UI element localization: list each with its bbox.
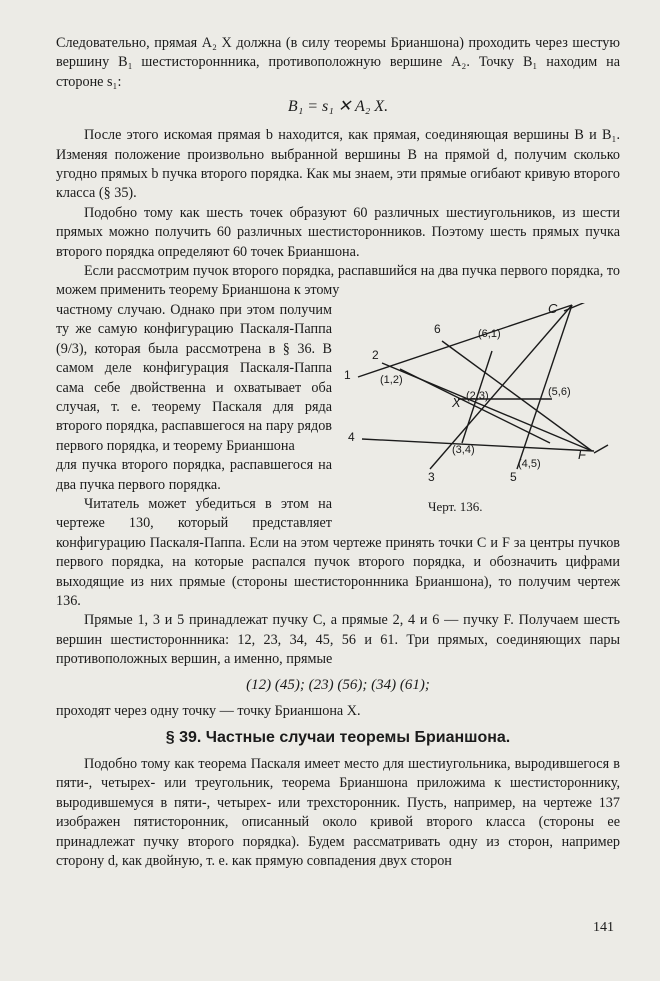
paragraph-4-head: Если рассмотрим пучок второго порядка, распавшийся на два пучка первого порядка, то можем применить теорему Брианшона к этому [56, 263, 620, 299]
formula-b1: B₁ = s₁ ✕ A₂ X. [287, 98, 389, 116]
figure-136 [342, 303, 620, 523]
page-number: 141 [593, 920, 614, 935]
diagonal-12-45 [400, 369, 550, 443]
paragraph-2: После этого искомая прямая b находится, как прямая, соединяющая вершины B и B₁. Изменяя положение произвольно выбранной вершины B на прямой d, получим сколько угодно прямых b пучка второго порядка. Как мы знаем, эти прямые огибают кривую второго класса (§ 35). [56, 127, 620, 202]
paragraph-5: Читатель может убедиться в этом на чертеже 130, который представляет конфигурацию Паскаля-Паппа. Если на этом чертеже принять точки C и F за центры пучков первого порядка, на которые распался пучок второго порядка, и обозначить цифрами выходящие из них прямые (стороны шестистороннника Брианшона), то получим чертеж 136. [56, 495, 620, 609]
label-3: 3 [428, 469, 435, 484]
paragraph-4-tail: для пучка второго порядка, распавшегося на два пучка первого порядка. [56, 457, 332, 493]
paragraph-4-wrapped: частному случаю. Однако при этом получим ту же самую конфигурацию Паскаля-Паппа (9/3), которая была рассмотрена в § 36. В самом деле конфигурация Паскаля-Паппа сама себе двойственна и охватывает оба случая, т. е. теорему Паскаля для ряда второго порядка, распавшегося на пару рядов первого порядка, и теорему Брианшона [56, 301, 332, 454]
label-2: 2 [372, 347, 379, 362]
label-c: C [548, 302, 558, 316]
brianchon-diagram [342, 303, 620, 503]
label-v61: (6,1) [478, 327, 501, 340]
line-4 [362, 439, 594, 451]
label-5: 5 [510, 469, 517, 484]
label-4: 4 [348, 429, 355, 444]
label-v45: (4,5) [518, 457, 541, 470]
label-v56: (5,6) [548, 385, 571, 398]
opposite-vertex-pairs: (12) (45); (23) (56); (34) (61); [246, 676, 430, 693]
paragraph-8: Подобно тому как теорема Паскаля имеет место для шестиугольника, выродившегося в пяти-, четырех- или треугольник, теорема Брианшона приложима к шестистороннику, выродившемуся в пяти-, четырех- или трехсторонник. Пусть, например, на чертеже 137 изображен пятисторонник, описанный около кривой второго класса (стороны ее принадлежат пучку второго порядка). Будем рассматривать одну из сторон, например сторону d, как двойную, т. е. как прямую совпадения двух сторон [56, 756, 620, 870]
f-arrow [594, 445, 608, 453]
label-1: 1 [344, 367, 351, 382]
figure-caption: Черт. 136. [428, 498, 483, 514]
paragraph-1: Следовательно, прямая A₂ X должна (в силу теоремы Брианшона) проходить через шестую вершину B₁ шестистороннника, противоположную вершине A₂. Точку B₁ находим на стороне s₁: [56, 35, 620, 90]
label-v23: (2,3) [466, 389, 489, 402]
label-6: 6 [434, 321, 441, 336]
label-f: F [578, 446, 586, 462]
paragraph-7: проходят через одну точку — точку Брианшона X. [56, 702, 361, 719]
label-v34: (3,4) [452, 443, 475, 456]
paragraph-6: Прямые 1, 3 и 5 принадлежат пучку C, а прямые 2, 4 и 6 — пучку F. Получаем шесть вершин шестистороннника: 12, 23, 34, 45, 56 и 61. Три прямых, соединяющих пары противоположных вершин, а именно, прямые [56, 612, 620, 668]
paragraph-3: Подобно тому как шесть точек образуют 60 различных шестиугольников, из шести прямых можно получить 60 различных шестисторонников. Поэтому шесть прямых пучка второго порядка определяют 60 точек Брианшона. [56, 204, 620, 260]
label-x: X [452, 394, 461, 410]
label-v12: (1,2) [380, 373, 403, 386]
section-title: § 39. Частные случаи теоремы Брианшона. [165, 729, 511, 746]
